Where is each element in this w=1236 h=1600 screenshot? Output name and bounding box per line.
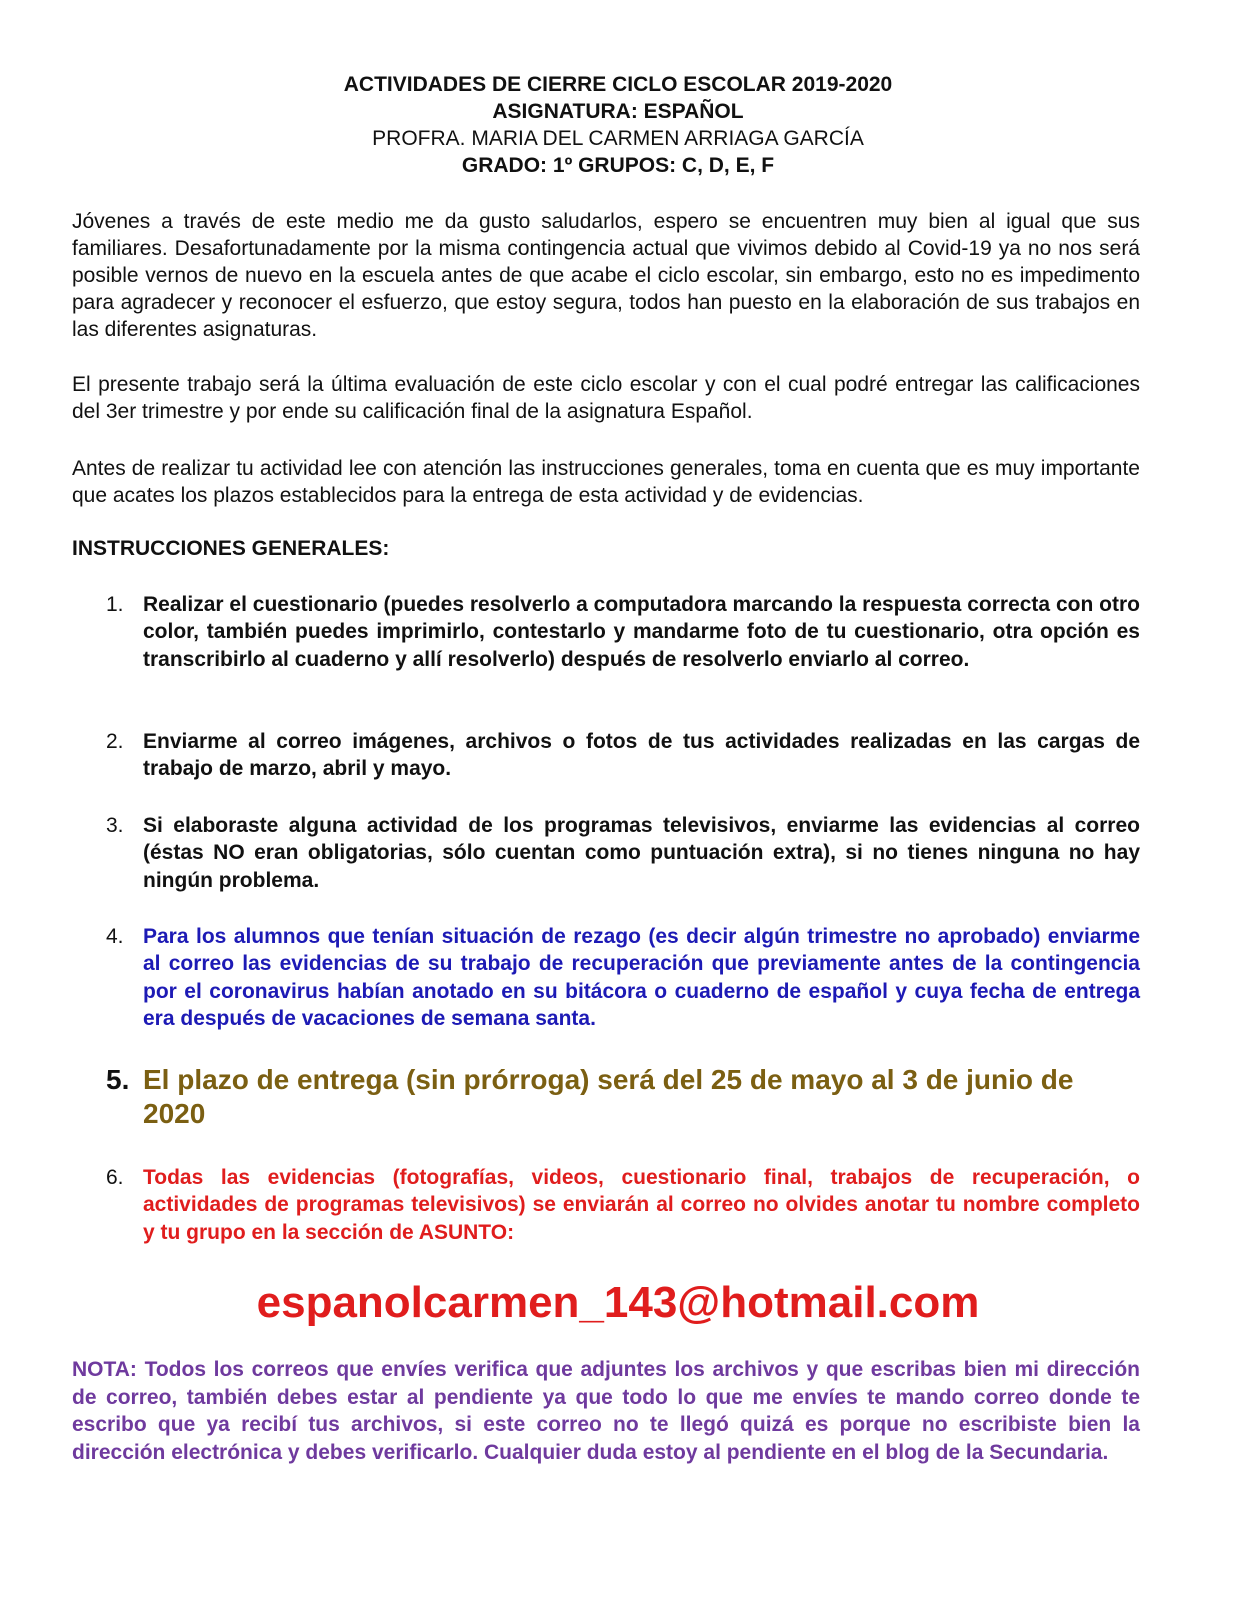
grade-groups-line: GRADO: 1º GRUPOS: C, D, E, F: [461, 154, 775, 177]
evaluation-paragraph: El presente trabajo será la última evaluación de este ciclo escolar y con el cual podré entregar las calificaciones del 3er trimestre y por ende su calificación final de la asignatura Español.: [72, 373, 1140, 423]
intro-paragraph: Jóvenes a través de este medio me da gusto saludarlos, espero se encuentren muy bien al igual que sus familiares. Desafortunadamente por la misma contingencia actual que vivimos debido al Covid-19 ya no nos será posible vernos de nuevo en la escuela antes de que acabe el ciclo escolar, sin embargo, esto no es impedimento para agradecer y reconocer el esfuerzo, que estoy segura, todos han puesto en la elaboración de sus trabajos en las diferentes asignaturas.: [72, 210, 1140, 341]
item-number: 4.: [106, 925, 124, 948]
item-text: Si elaboraste alguna actividad de los programas televisivos, enviarme las evidencias al correo (éstas NO eran obligatorias, sólo cuentan como puntuación extra), si no tienes ninguna no hay ningún problema.: [143, 814, 1140, 892]
item-number: 3.: [106, 814, 124, 837]
note-paragraph: NOTA: Todos los correos que envíes verifica que adjuntes los archivos y que escribas bien mi dirección de correo, también debes estar al pendiente ya que todo lo que me envíes te mando correo donde te escribo que ya recibí tus archivos, si este correo no te llegó quizá es porque no escribiste bien la dirección electrónica y debes verificarlo. Cualquier duda estoy al pendiente en el blog de la Secundaria.: [72, 1358, 1140, 1464]
item-text: Enviarme al correo imágenes, archivos o fotos de tus actividades realizadas en las cargas de trabajo de marzo, abril y mayo.: [143, 730, 1140, 781]
instructions-intro-paragraph: Antes de realizar tu actividad lee con atención las instrucciones generales, toma en cuenta que es muy importante que acates los plazos establecidos para la entrega de esta actividad y de evidencias.: [72, 457, 1140, 507]
contact-email: espanolcarmen_143@hotmail.com: [256, 1278, 980, 1327]
item-number: 6.: [106, 1166, 124, 1189]
instructions-heading: INSTRUCCIONES GENERALES:: [72, 537, 390, 560]
item-number: 2.: [106, 730, 124, 753]
item-text: El plazo de entrega (sin prórroga) será del 25 de mayo al 3 de junio de 2020: [143, 1064, 1074, 1129]
item-number: 5.: [106, 1064, 130, 1095]
item-number: 1.: [106, 593, 124, 616]
document-title: ACTIVIDADES DE CIERRE CICLO ESCOLAR 2019-2020: [343, 73, 893, 96]
item-text: Realizar el cuestionario (puedes resolverlo a computadora marcando la respuesta correcta con otro color, también puedes imprimirlo, contestarlo y mandarme foto de tu cuestionario, otra opción es transcribirlo al cuaderno y allí resolverlo) después de resolverlo enviarlo al correo.: [143, 593, 1140, 671]
teacher-line: PROFRA. MARIA DEL CARMEN ARRIAGA GARCÍA: [372, 127, 864, 150]
subject-line: ASIGNATURA: ESPAÑOL: [492, 100, 744, 123]
item-text: Para los alumnos que tenían situación de rezago (es decir algún trimestre no aprobado) enviarme al correo las evidencias de su trabajo de recuperación que previamente antes de la contingencia por el coronavirus habían anotado en su bitácora o cuaderno de español y cuya fecha de entrega era después de vacaciones de semana santa.: [143, 925, 1140, 1030]
item-text: Todas las evidencias (fotografías, videos, cuestionario final, trabajos de recuperación, o actividades de programas televisivos) se enviarán al correo no olvides anotar tu nombre completo y tu grupo en la sección de ASUNTO:: [143, 1166, 1140, 1244]
